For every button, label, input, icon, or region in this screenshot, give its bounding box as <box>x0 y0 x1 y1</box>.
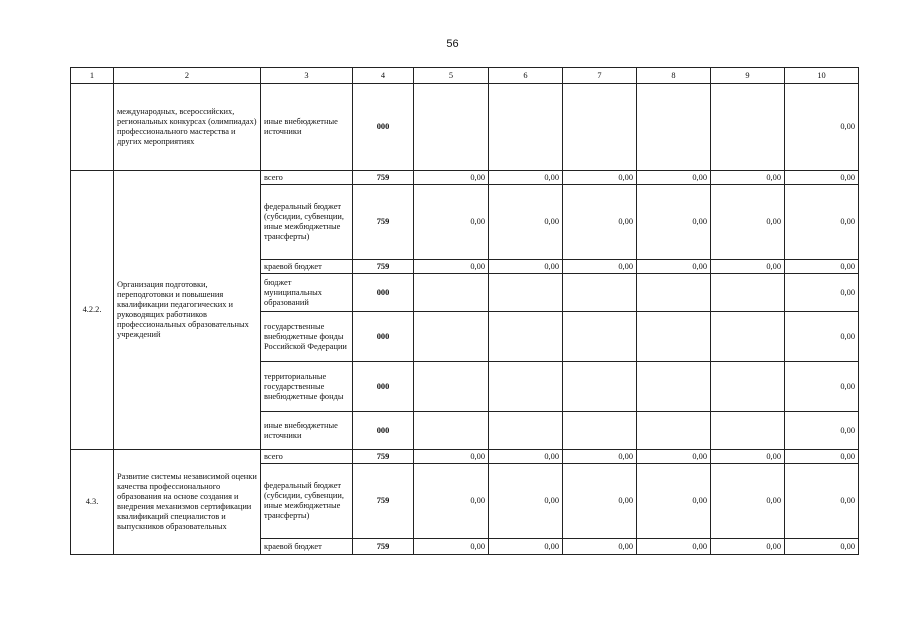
code-cell: 759 <box>353 171 414 185</box>
amount-cell: 0,00 <box>414 539 489 555</box>
amount-cell <box>563 84 637 171</box>
funding-source-cell: государственные внебюджетные фонды Российской Федерации <box>261 312 353 362</box>
amount-cell: 0,00 <box>489 171 563 185</box>
amount-cell <box>489 412 563 450</box>
amount-cell <box>711 312 785 362</box>
amount-cell: 0,00 <box>414 185 489 260</box>
amount-cell <box>711 362 785 412</box>
amount-cell: 0,00 <box>711 171 785 185</box>
code-cell: 759 <box>353 464 414 539</box>
amount-cell <box>637 362 711 412</box>
amount-cell: 0,00 <box>414 171 489 185</box>
budget-table <box>70 67 859 555</box>
funding-source-cell: краевой бюджет <box>261 539 353 555</box>
code-cell: 759 <box>353 539 414 555</box>
amount-cell: 0,00 <box>637 539 711 555</box>
code-cell: 759 <box>353 185 414 260</box>
amount-cell: 0,00 <box>563 185 637 260</box>
amount-cell: 0,00 <box>563 539 637 555</box>
amount-cell <box>414 84 489 171</box>
amount-cell <box>414 412 489 450</box>
amount-cell: 0,00 <box>785 362 859 412</box>
table-row <box>71 84 859 171</box>
amount-cell <box>637 84 711 171</box>
amount-cell: 0,00 <box>785 185 859 260</box>
funding-source-cell: краевой бюджет <box>261 260 353 274</box>
amount-cell: 0,00 <box>785 312 859 362</box>
table-row <box>71 171 859 185</box>
code-cell: 000 <box>353 412 414 450</box>
header-cell: 10 <box>785 68 859 84</box>
header-cell: 9 <box>711 68 785 84</box>
amount-cell <box>563 412 637 450</box>
amount-cell: 0,00 <box>414 464 489 539</box>
amount-cell <box>711 274 785 312</box>
amount-cell <box>711 84 785 171</box>
item-number-cell: 4.3. <box>71 450 114 555</box>
amount-cell <box>637 312 711 362</box>
item-number-cell: 4.2.2. <box>71 171 114 450</box>
event-name-cell: Развитие системы независимой оценки качества профессионального образования на основе создания и внедрения механизмов сертификации квалификаций специалистов и выпускников образовательных <box>114 450 261 555</box>
header-cell: 4 <box>353 68 414 84</box>
amount-cell: 0,00 <box>785 412 859 450</box>
amount-cell <box>711 412 785 450</box>
amount-cell: 0,00 <box>785 539 859 555</box>
amount-cell: 0,00 <box>711 450 785 464</box>
amount-cell: 0,00 <box>785 171 859 185</box>
funding-source-cell: бюджет муниципальных образований <box>261 274 353 312</box>
amount-cell: 0,00 <box>563 464 637 539</box>
amount-cell <box>563 274 637 312</box>
item-number-cell <box>71 84 114 171</box>
amount-cell <box>414 274 489 312</box>
funding-source-cell: территориальные государственные внебюджетные фонды <box>261 362 353 412</box>
code-cell: 000 <box>353 312 414 362</box>
amount-cell: 0,00 <box>711 464 785 539</box>
amount-cell: 0,00 <box>489 450 563 464</box>
amount-cell: 0,00 <box>637 171 711 185</box>
event-name-cell: Организация подготовки, переподготовки и повышения квалификации педагогических и руководящих работников профессиональных образовательных учреждений <box>114 171 261 450</box>
table-row <box>71 450 859 464</box>
table-header-row <box>71 68 859 84</box>
amount-cell <box>563 362 637 412</box>
code-cell: 000 <box>353 362 414 412</box>
amount-cell: 0,00 <box>637 450 711 464</box>
amount-cell <box>637 274 711 312</box>
page-number: 56 <box>446 38 459 50</box>
amount-cell <box>414 362 489 412</box>
funding-source-cell: федеральный бюджет (субсидии, субвенции, иные межбюджетные трансферты) <box>261 185 353 260</box>
amount-cell <box>489 362 563 412</box>
code-cell: 759 <box>353 450 414 464</box>
header-cell: 6 <box>489 68 563 84</box>
funding-source-cell: федеральный бюджет (субсидии, субвенции, иные межбюджетные трансферты) <box>261 464 353 539</box>
header-cell: 7 <box>563 68 637 84</box>
amount-cell: 0,00 <box>785 274 859 312</box>
amount-cell <box>489 312 563 362</box>
header-cell: 1 <box>71 68 114 84</box>
amount-cell: 0,00 <box>785 450 859 464</box>
amount-cell: 0,00 <box>414 450 489 464</box>
amount-cell <box>637 412 711 450</box>
amount-cell: 0,00 <box>489 185 563 260</box>
code-cell: 000 <box>353 274 414 312</box>
amount-cell: 0,00 <box>785 84 859 171</box>
header-cell: 3 <box>261 68 353 84</box>
amount-cell: 0,00 <box>711 260 785 274</box>
funding-source-cell: иные внебюджетные источники <box>261 84 353 171</box>
amount-cell <box>563 312 637 362</box>
code-cell: 000 <box>353 84 414 171</box>
amount-cell <box>489 274 563 312</box>
amount-cell <box>414 312 489 362</box>
header-cell: 5 <box>414 68 489 84</box>
funding-source-cell: всего <box>261 450 353 464</box>
amount-cell: 0,00 <box>785 260 859 274</box>
amount-cell <box>489 84 563 171</box>
funding-source-cell: всего <box>261 171 353 185</box>
amount-cell: 0,00 <box>637 464 711 539</box>
amount-cell: 0,00 <box>563 171 637 185</box>
amount-cell: 0,00 <box>563 260 637 274</box>
header-cell: 2 <box>114 68 261 84</box>
amount-cell: 0,00 <box>637 185 711 260</box>
amount-cell: 0,00 <box>711 185 785 260</box>
amount-cell: 0,00 <box>637 260 711 274</box>
amount-cell: 0,00 <box>489 464 563 539</box>
amount-cell: 0,00 <box>414 260 489 274</box>
amount-cell: 0,00 <box>489 539 563 555</box>
header-cell: 8 <box>637 68 711 84</box>
amount-cell: 0,00 <box>711 539 785 555</box>
amount-cell: 0,00 <box>563 450 637 464</box>
amount-cell: 0,00 <box>785 464 859 539</box>
amount-cell: 0,00 <box>489 260 563 274</box>
code-cell: 759 <box>353 260 414 274</box>
event-name-cell: международных, всероссийских, региональных конкурсах (олимпиадах) профессионального мастерства и других мероприятиях <box>114 84 261 171</box>
funding-source-cell: иные внебюджетные источники <box>261 412 353 450</box>
